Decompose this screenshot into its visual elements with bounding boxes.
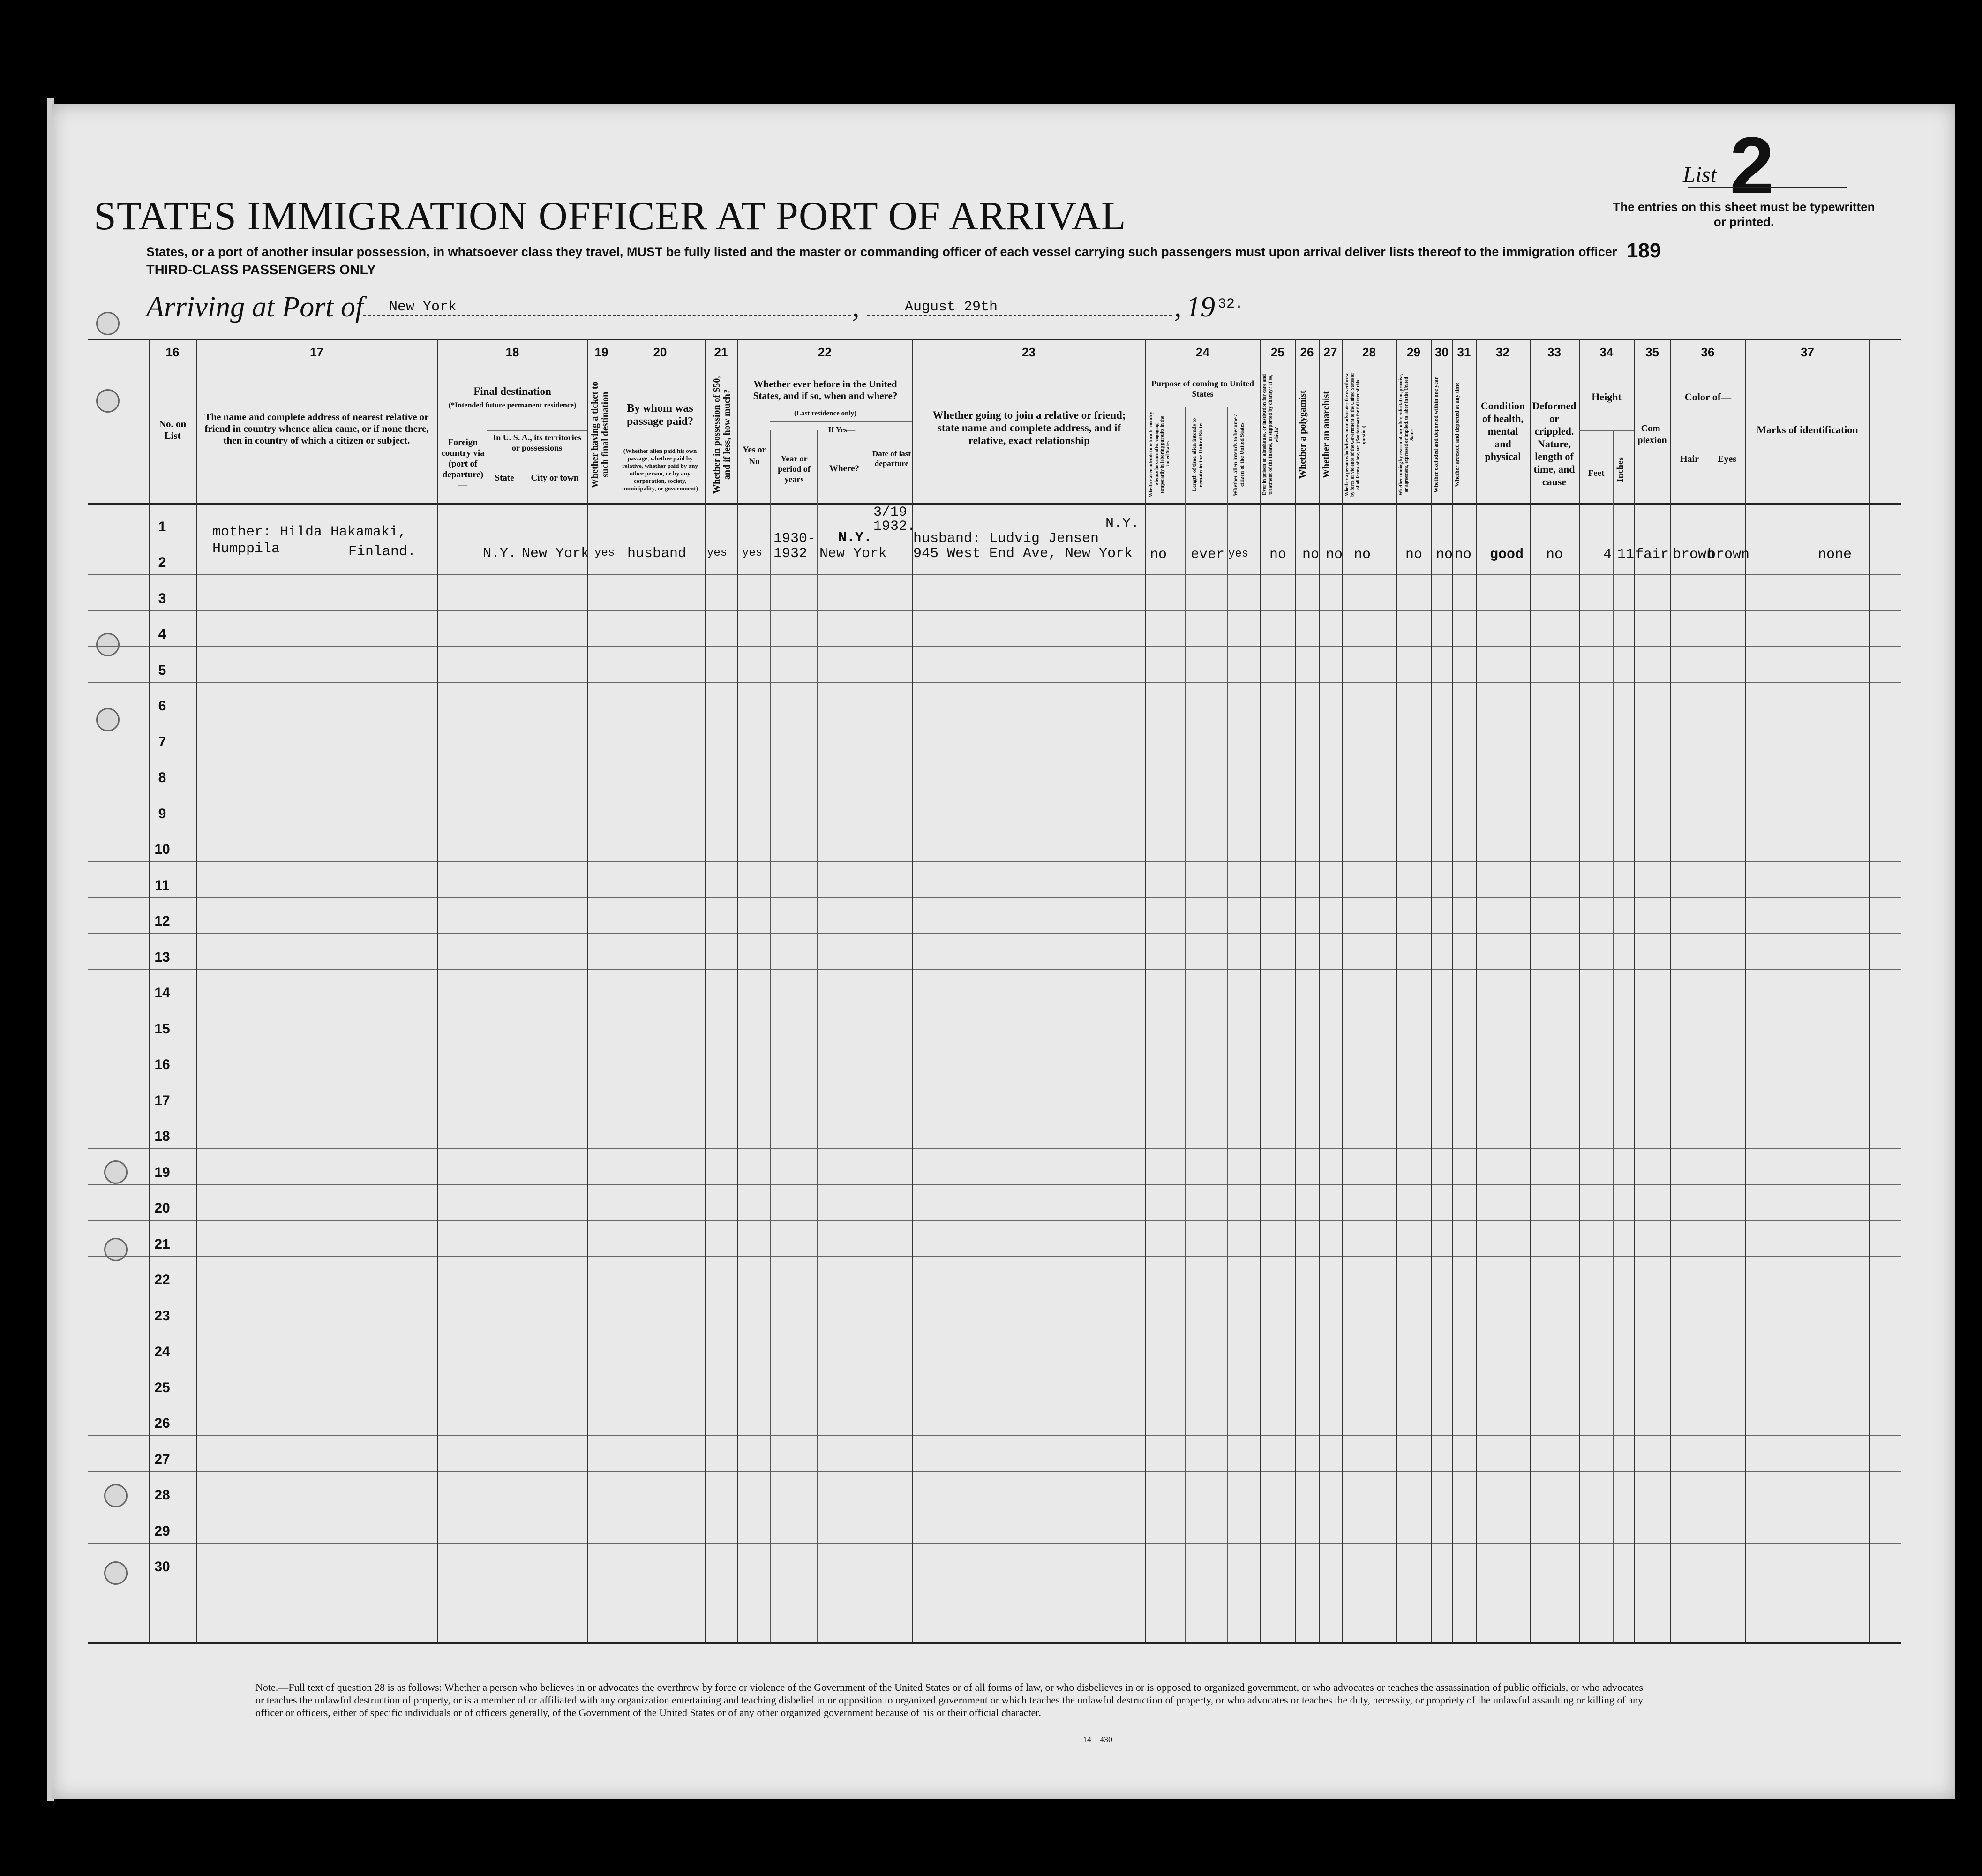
header-ever-before: Whether ever before in the United States, and if so, when and where? (753, 378, 898, 401)
header-contract-labor: Whether coming by reason of any offer, solicitation, promise, or agreement, expressed or implied, to labor in the United States (1398, 374, 1415, 496)
cell-inches: 11 (1617, 547, 1635, 563)
row-number: 15 (154, 1021, 170, 1037)
cell-citizen-intent: yes (1228, 548, 1249, 560)
row-rule (88, 933, 1901, 934)
row-rule (88, 1471, 1901, 1472)
col-number: 31 (1457, 345, 1471, 359)
subheader-rule (770, 421, 912, 422)
col-divider (1476, 339, 1477, 1642)
col-number: 36 (1701, 345, 1715, 359)
list-label: List (1683, 162, 1717, 187)
row-rule (88, 861, 1901, 862)
col-number: 34 (1599, 345, 1614, 359)
col-number: 30 (1435, 345, 1449, 359)
cell-health: good (1490, 547, 1524, 563)
row-number: 16 (154, 1057, 170, 1072)
col-divider (1431, 339, 1432, 1642)
col-divider (737, 339, 738, 1642)
col-divider (1634, 339, 1635, 1642)
row-number: 17 (154, 1092, 170, 1108)
subheader-rule (487, 430, 587, 431)
row-rule (88, 1220, 1901, 1221)
col-number: 23 (1022, 345, 1036, 359)
col-divider (437, 339, 438, 1642)
cell-complexion: fair (1635, 547, 1669, 563)
table-bottom-rule (88, 1642, 1901, 1644)
col-number: 26 (1300, 345, 1314, 359)
col-divider (1530, 339, 1531, 1642)
header-inches: Inches (1615, 457, 1625, 482)
col-number: 25 (1271, 345, 1284, 359)
header-instructions: States, or a port of another insular possession, in whatsoever class they travel, MUST be fully listed and the master or commanding officer of each vessel carrying such passengers must upon arrival deliver lists thereof to the immigration officer (146, 245, 1617, 259)
cell-last-departure-1: 3/19 (873, 505, 908, 520)
col-number: 18 (505, 345, 519, 359)
cell-last-departure-2: 1932. (873, 519, 916, 535)
cell-marks: none (1818, 547, 1852, 563)
table-top-rule (88, 339, 1901, 340)
col-divider (1185, 407, 1186, 1642)
col-number: 22 (818, 345, 832, 359)
cell-contract-labor: no (1405, 547, 1423, 563)
row-rule (88, 1256, 1901, 1257)
col-number: 20 (653, 345, 667, 359)
cell-ever-before: yes (742, 547, 763, 559)
cell-ticket: yes (594, 547, 615, 559)
header-complexion: Com-plexion (1637, 423, 1667, 445)
year-prefix: 19 (1186, 291, 1215, 323)
col-divider (1613, 430, 1614, 1642)
row-number: 23 (154, 1308, 170, 1324)
cell-years-1: 1930- (773, 531, 816, 547)
binder-hole (96, 312, 120, 335)
row-rule (88, 1435, 1901, 1436)
cell-passage-paid: husband (627, 546, 687, 562)
col-divider (1342, 339, 1343, 1642)
row-number: 20 (154, 1200, 170, 1216)
sheet-number: 189 (1627, 239, 1661, 262)
header-purpose-citizen: Whether alien intends to become a citizen of the United States (1232, 413, 1245, 496)
header-date-last-departure: Date of last departure (872, 449, 911, 468)
row-number: 25 (154, 1379, 170, 1395)
col-number: 33 (1547, 345, 1561, 359)
list-underline (1688, 187, 1847, 188)
header-color-of: Color of— (1684, 391, 1732, 403)
port-underline (363, 315, 851, 316)
cell-polygamist: no (1302, 547, 1320, 563)
row-number: 5 (158, 662, 166, 678)
row-number: 21 (154, 1236, 170, 1252)
footnote: Note.—Full text of question 28 is as follows: Whether a person who believes in or advocates the overthrow by force or violence of the Government of the United States or of all forms of law, or who disbelieves in or is opposed to organized government, or who advocates or teaches the assassination of public officials, or who advocates or teaches the unlawful destruction of property, or is a member of or affiliated with any organization entertaining and teaching disbelief in or opposition to organized government or which teaches the unlawful destruction of property, or who advocates or teaches the duty, necessity, or propriety of the unlawful assaulting or killing of any officer or officers, either of specific individuals or of officers generally, of the Government of the United States or of any other organized government because of his or their official character. (255, 1681, 1643, 1718)
subheader-rule (1579, 430, 1634, 431)
typewritten-note: The entries on this sheet must be typewritten or printed. (1613, 200, 1875, 229)
row-number: 22 (154, 1272, 170, 1288)
header-final-destination-note: (*Intended future permanent residence) (448, 401, 577, 409)
header-deformed: Deformed or crippled. Nature, length of time, and cause (1532, 400, 1577, 488)
row-number: 13 (154, 949, 170, 965)
row-number: 3 (158, 590, 166, 606)
cell-relative-line2: Humppila (212, 541, 280, 557)
col-number: 21 (714, 345, 728, 359)
header-marks: Marks of identification (1757, 424, 1858, 436)
col-divider (1145, 339, 1146, 1642)
header-final-destination: Final destination (473, 385, 551, 397)
row-number: 30 (154, 1559, 170, 1575)
list-number: 2 (1730, 121, 1774, 210)
col-divider (1319, 339, 1320, 1642)
header-yes-or-no: Yes or No (742, 445, 766, 467)
arrival-date: August 29th (905, 299, 998, 315)
row-number: 14 (154, 985, 170, 1001)
cell-where-2: New York (819, 546, 887, 562)
header-bottom-rule (88, 503, 1901, 505)
row-number: 6 (158, 698, 166, 714)
row-number: 10 (154, 842, 170, 857)
cell-joining-state: N.Y. (1105, 516, 1140, 532)
col-number: 19 (594, 345, 608, 359)
cell-joining-2: 945 West End Ave, New York (913, 546, 1133, 562)
row-rule (88, 1543, 1901, 1544)
header-health: Condition of health, mental and physical (1480, 400, 1525, 462)
row-rule (88, 969, 1901, 970)
header-overthrow: Whether a person who believes in or advocates the overthrow by force or violence of the Government of the United States or of all forms of law, etc. (See footnote for full text of this question) (1344, 372, 1366, 497)
header-purpose: Purpose of coming to United States (1151, 379, 1254, 399)
header-purpose-return: Whether alien intends to return to country whence he came after engaging temporarily in laboring pursuits in the United States (1149, 412, 1171, 497)
header-in-usa: In U. S. A., its territories or possessions (493, 433, 581, 452)
col-number: 35 (1645, 345, 1659, 359)
manifest-table (88, 339, 1901, 1647)
header-foreign-country: Foreign country via (port of departure)— (441, 437, 485, 490)
row-number: 26 (154, 1416, 170, 1431)
passenger-class: THIRD-CLASS PASSENGERS ONLY (146, 263, 376, 278)
row-number: 2 (158, 555, 166, 570)
row-number: 12 (154, 913, 170, 929)
cell-anarchist: no (1326, 547, 1343, 563)
header-if-yes: If Yes— (828, 425, 856, 434)
cell-joining-1: husband: Ludvig Jensen (913, 531, 1099, 547)
row-number: 11 (155, 877, 170, 893)
header-state: State (495, 473, 514, 483)
col-divider (705, 339, 706, 1642)
col-divider (1670, 339, 1671, 1642)
port-value: New York (389, 299, 457, 315)
col-number: 32 (1496, 345, 1509, 359)
col-divider (817, 430, 818, 1642)
row-rule (88, 646, 1901, 647)
cell-relative-line1: mother: Hilda Hakamaki, (212, 524, 407, 540)
header-feet: Feet (1588, 468, 1605, 478)
col-divider (770, 430, 771, 1642)
header-prison: Ever in prison or almshouse, or institution for care and treatment of the insane, or supported by charity? If so, which? (1261, 374, 1279, 496)
header-city: City or town (531, 473, 579, 483)
col-divider (1260, 339, 1261, 1642)
col-divider (1295, 339, 1296, 1642)
row-rule (88, 610, 1901, 611)
row-number: 29 (154, 1523, 170, 1539)
col-divider (1452, 339, 1453, 1642)
header-passage-paid-note: (Whether alien paid his own passage, whether paid by relative, whether paid by any other person, or by any corporation, society, municipality, or government) (622, 447, 698, 492)
row-number: 7 (158, 734, 166, 750)
header-where: Where? (829, 464, 860, 474)
row-rule (88, 682, 1901, 683)
header-year-or-period: Year or period of years (778, 454, 811, 484)
cell-feet: 4 (1603, 547, 1612, 563)
col-divider (1745, 339, 1746, 1642)
header-nearest-relative: The name and complete address of nearest relative or friend in country whence alien came, or if none there, then in country of which a citizen or subject. (204, 411, 429, 446)
header-ever-before-note: (Last residence only) (794, 410, 857, 417)
col-number: 27 (1323, 345, 1337, 359)
arriving-label: Arriving at Port of (146, 291, 364, 323)
header-anarchist: Whether an anarchist (1321, 391, 1331, 478)
col-number: 29 (1407, 345, 1420, 359)
cell-where-1: N.Y. (838, 530, 872, 546)
header-joining-relative: Whether going to join a relative or friend; state name and complete address, and if relative, exact relationship (932, 409, 1126, 446)
header-arrested: Whether arrested and deported at any time (1454, 382, 1460, 487)
col-number: 28 (1362, 345, 1376, 359)
row-rule (88, 897, 1901, 898)
col-divider (1227, 407, 1228, 1642)
header-height: Height (1592, 391, 1622, 403)
col-number: 24 (1196, 345, 1209, 359)
cell-overthrow: no (1354, 547, 1371, 563)
cell-hair: brown (1673, 547, 1715, 563)
col-number: 16 (165, 345, 180, 359)
header-eyes: Eyes (1718, 454, 1736, 464)
cell-arrested: no (1455, 547, 1472, 563)
cell-deformed: no (1546, 547, 1563, 563)
row-rule (88, 574, 1901, 575)
row-number: 8 (158, 770, 166, 785)
comma: , (852, 291, 860, 323)
row-number: 24 (154, 1344, 170, 1359)
row-number: 28 (154, 1487, 170, 1503)
cell-years-2: 1932 (773, 546, 808, 562)
row-rule (88, 1184, 1901, 1185)
col-divider (196, 339, 197, 1642)
col-divider (1579, 339, 1580, 1642)
cell-eyes: brown (1707, 547, 1750, 563)
col-divider (1396, 339, 1397, 1642)
row-number: 9 (158, 806, 166, 821)
header-ticket: Whether having a ticket to such final destination (590, 381, 610, 488)
cell-state: N.Y. (483, 546, 517, 562)
year-suffix: 32. (1218, 296, 1244, 312)
cell-possession-50: yes (707, 547, 728, 559)
col-number: 37 (1801, 345, 1814, 359)
col-number: 17 (310, 345, 323, 359)
col-divider (587, 339, 588, 1642)
comma: , (1174, 291, 1182, 323)
row-number: 19 (154, 1164, 170, 1180)
header-purpose-length: Length of time alien intends to remain in the United States (1191, 418, 1204, 491)
row-number: 4 (158, 626, 166, 642)
col-divider (1869, 339, 1870, 1642)
cell-length-of-stay: ever (1191, 547, 1225, 563)
header-excluded: Whether excluded and deported within one year (1433, 377, 1439, 493)
header-possession-50: Whether in possession of $50, and if less, how much? (712, 376, 732, 494)
header-passage-paid: By whom was passage paid? (626, 402, 694, 428)
row-number: 1 (158, 519, 166, 535)
row-number: 18 (154, 1129, 170, 1144)
header-polygamist: Whether a polygamist (1298, 390, 1308, 479)
form-number: 14—430 (1083, 1735, 1112, 1744)
header-no-on-list: No. on List (158, 418, 187, 441)
cell-excluded: no (1436, 547, 1453, 563)
cell-prison: no (1269, 547, 1287, 563)
date-underline (867, 315, 1172, 316)
row-number: 27 (154, 1451, 170, 1467)
cell-return-intent: no (1150, 547, 1167, 563)
header-hair: Hair (1680, 454, 1699, 464)
cell-relative-country: Finland. (348, 544, 416, 560)
form-title: STATES IMMIGRATION OFFICER AT PORT OF ARRIVAL (94, 193, 1126, 238)
row-rule (88, 1148, 1901, 1149)
cell-city: New York (522, 546, 590, 562)
